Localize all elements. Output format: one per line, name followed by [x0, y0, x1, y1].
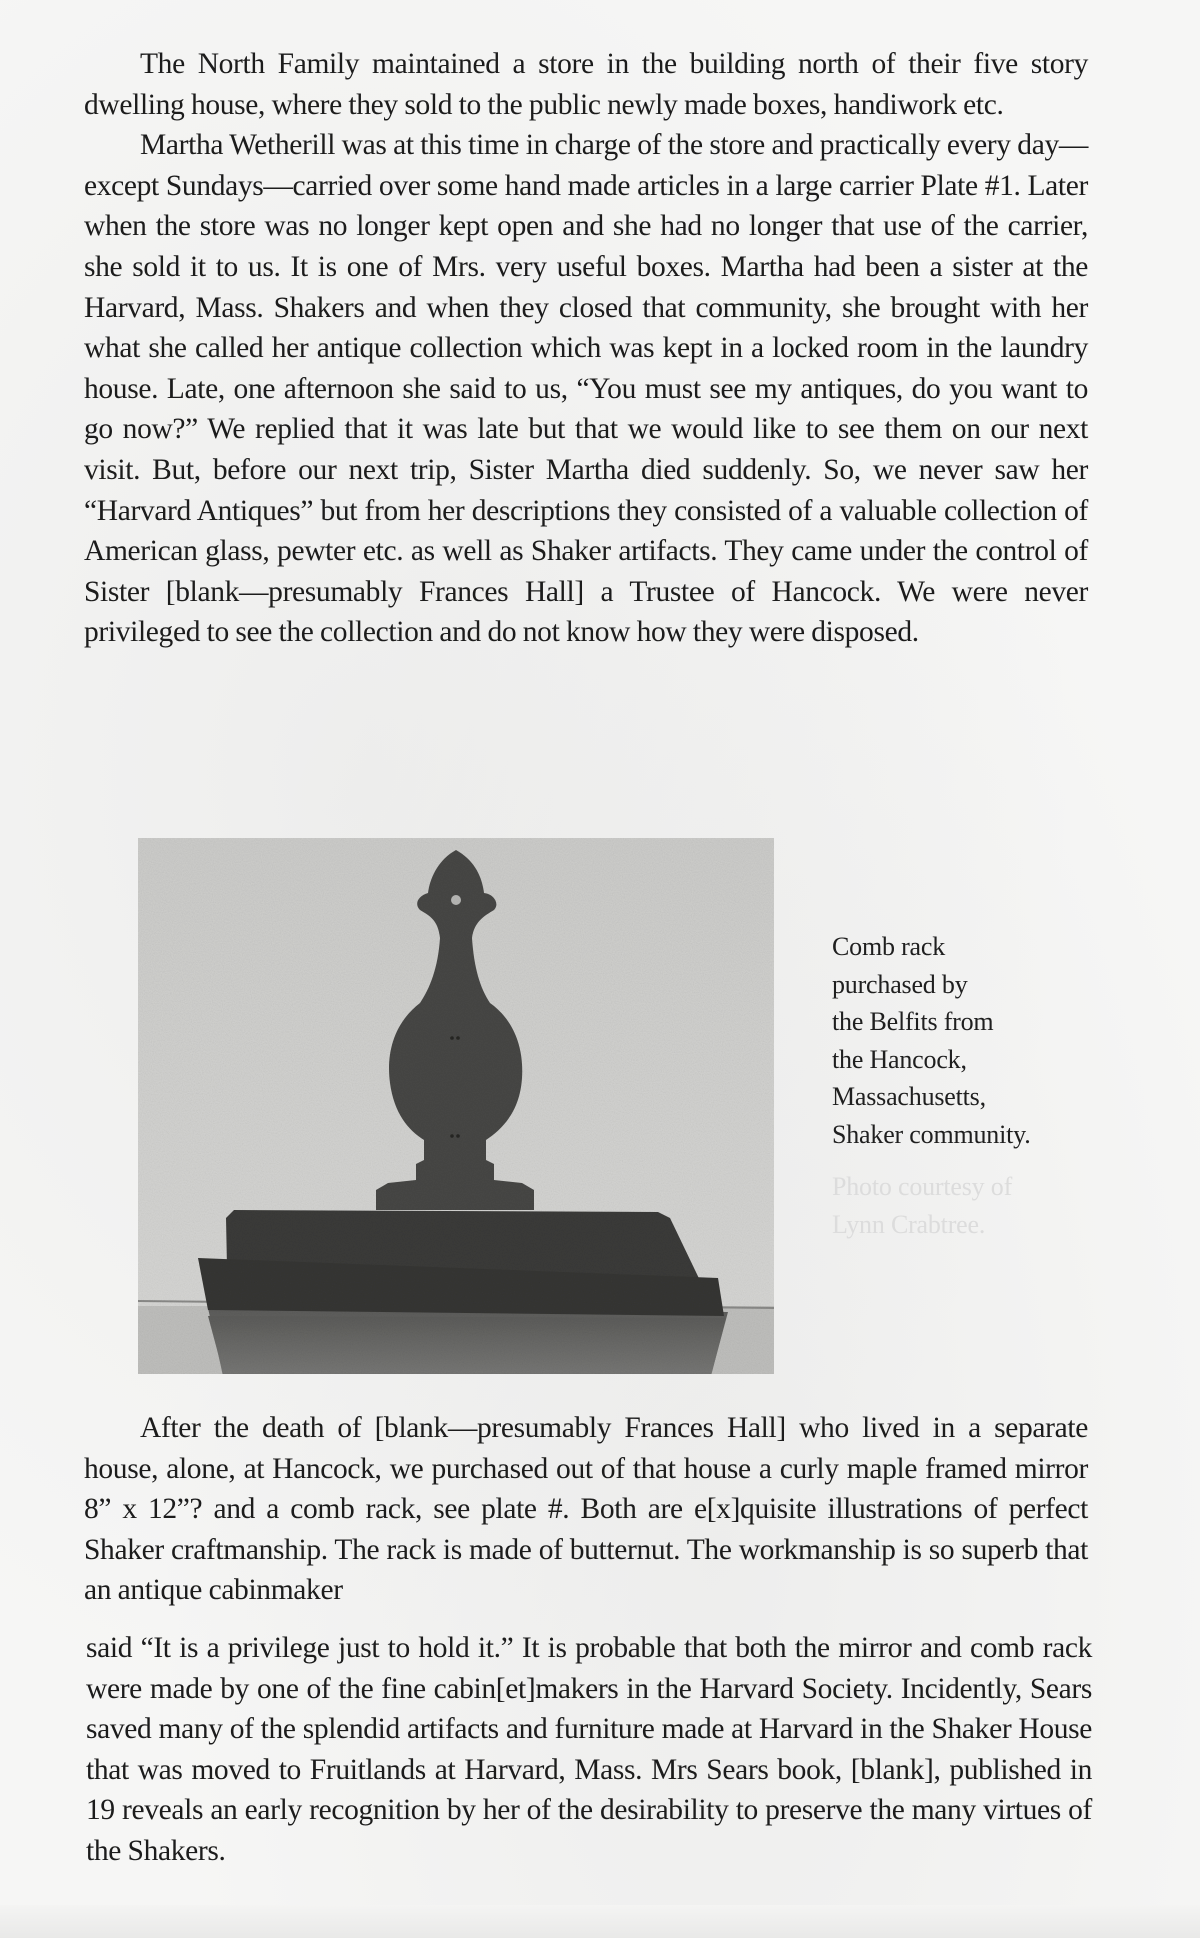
page-bottom-edge [0, 1905, 1200, 1938]
caption-line: the Belfits from [832, 1007, 994, 1036]
photo-caption [832, 928, 1092, 1153]
bottom-text-block [86, 1628, 1092, 1872]
caption-line: Massachusetts, [832, 1082, 986, 1111]
paragraph-martha-wetherill: Martha Wetherill was at this time in charge of the store and practically every day—except Sundays—carried over some hand made articles in a large carrier Plate #1. Later when the store was no longer kept open and she had no longer that use of the carrier, she sold it to us. It is one of Mrs. very useful boxes. Martha had been a sister at the Harvard, Mass. Shakers and when they closed that community, she brought with her what she called her antique collection which was kept in a locked room in the laundry house. Late, one afternoon she said to us, “You must see my antiques, do you want to go now?” We replied that it was late but that we would like to see them on our next visit. But, before our next trip, Sister Martha died suddenly. So, we never saw her “Harvard Antiques” but from her descriptions they consisted of a valuable collection of American glass, pewter etc. as well as Shaker artifacts. They came under the control of Sister [blank—presumably Frances Hall] a Trustee of Hancock. We were never privileged to see the collection and do not know how they were disposed. [84, 129, 1088, 649]
faded-credit-line: Lynn Crabtree. [832, 1209, 986, 1239]
caption-line: the Hancock, [832, 1044, 967, 1074]
caption-line: purchased by [832, 969, 968, 999]
paragraph-frances-hall-purchase: After the death of [blank—presumably Frances Hall] who lived in a separate house, alone, at Hancock, we purchased out of that house a curly maple framed mirror 8” x 12”? and a comb rack, see plate #. Both are e[x]quisite illustrations of perfect Shaker craftmanship. The rack is made of butternut. The workmanship is so superb that an antique cabinmaker [84, 1412, 1088, 1607]
middle-text-block [84, 1408, 1088, 1611]
comb-rack-photo [138, 838, 774, 1374]
caption-line: Shaker community. [832, 1119, 1031, 1149]
comb-rack-image [138, 838, 774, 1374]
hanging-hole [451, 895, 461, 905]
faded-photo-credit [832, 1168, 1092, 1243]
paragraph-sears-harvard: said “It is a privilege just to hold it.” It is probable that both the mirror and comb rack were made by one of the fine cabin[et]makers in the Harvard Society. Incidently, Sears saved many of the splendid artifacts and furniture made at Harvard in the Shaker House that was moved to Fruitlands at Harvard, Mass. Mrs Sears book, [blank], published in 19 reveals an early recognition by her of the desirability to preserve the many virtues of the Shakers. [86, 1632, 1092, 1867]
faded-credit-line: Photo courtesy of [832, 1172, 1013, 1201]
caption-line: Comb rack [832, 932, 946, 961]
top-text-block [84, 44, 1088, 653]
paragraph-north-family-store: The North Family maintained a store in the building north of their five story dwelling house, where they sold to the public newly made boxes, handiwork etc. [84, 48, 1088, 121]
